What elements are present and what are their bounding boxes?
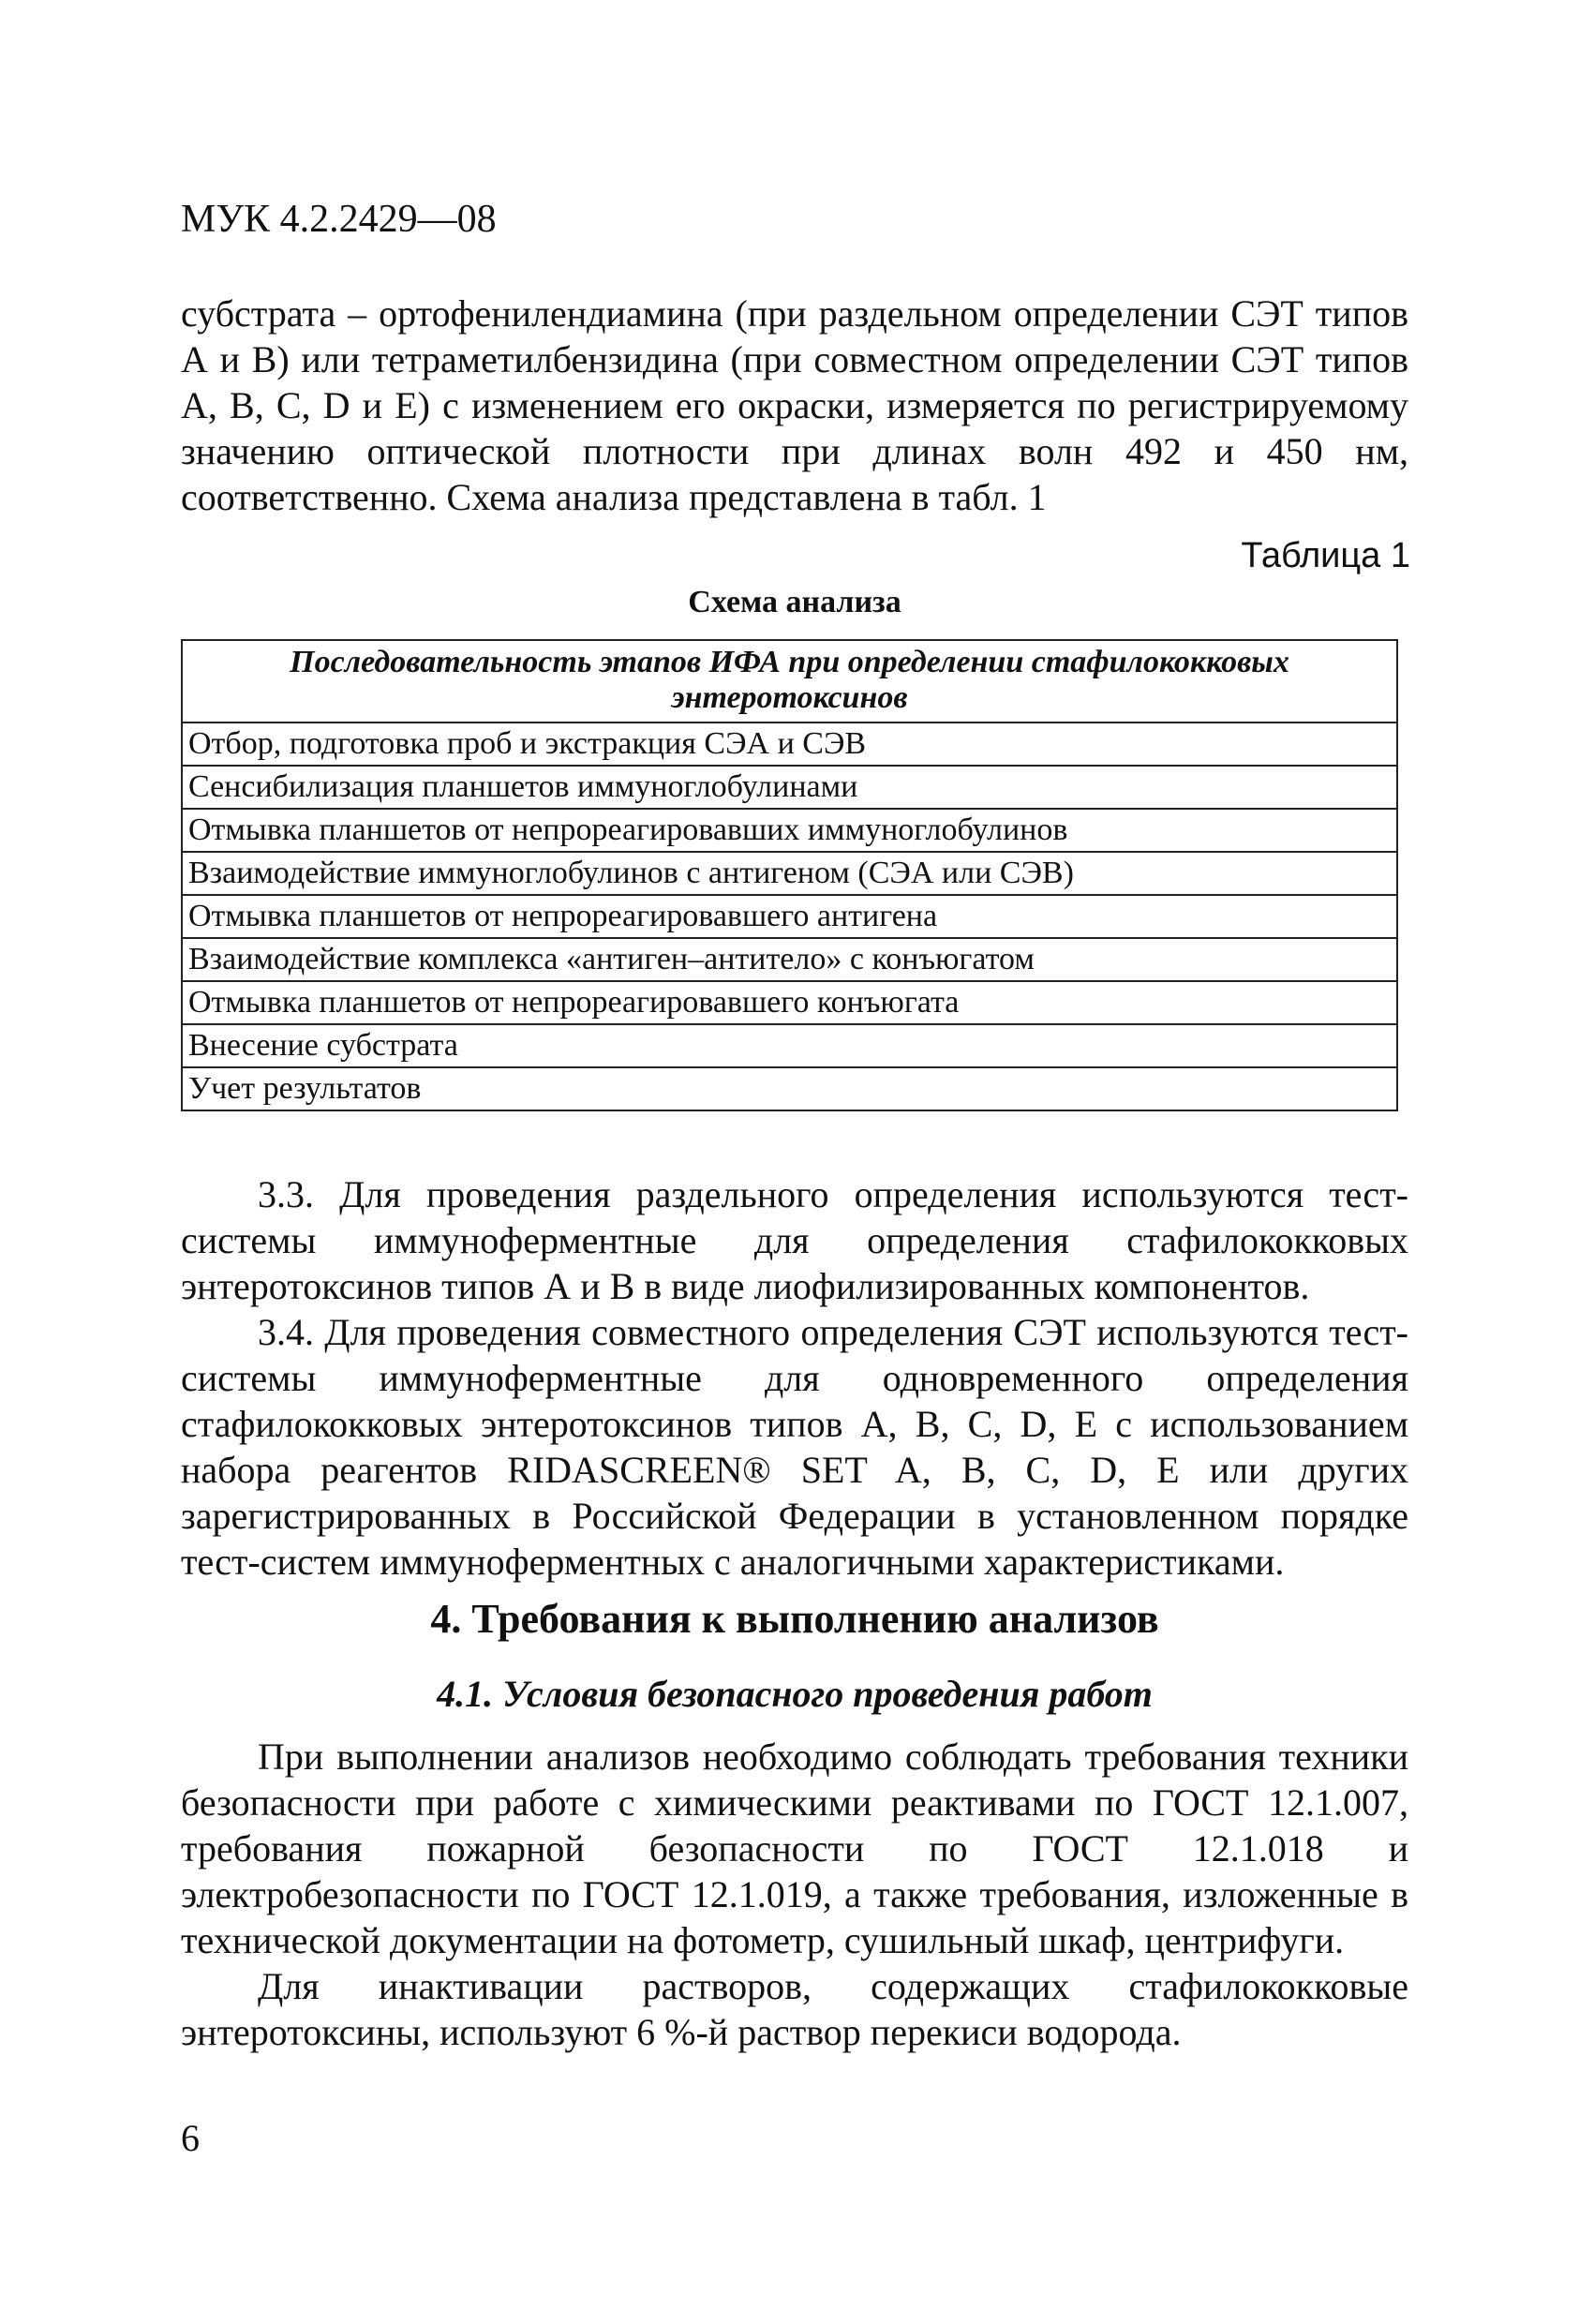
page-number: 6 <box>181 2117 200 2159</box>
table-cell: Внесение субстрата <box>182 1024 1397 1067</box>
table-row <box>182 938 1397 981</box>
subsection-heading: 4.1. Условия безопасного проведения работ <box>437 1673 1153 1715</box>
analysis-scheme-table <box>181 639 1398 1111</box>
paragraph-3-4: 3.4. Для проведения совместного определения СЭТ используются тест-системы иммуноферментные для одновременного определения стафилококковых энтеротоксинов типов А, В, С, D, Е с использованием набора реагентов RIDASCREEN® SET A, B, C, D, E или других зарегистрированных в Российской Федерации в установленном порядке тест-систем иммуноферментных с аналогичными характеристиками. <box>181 1311 1408 1583</box>
table-row <box>182 766 1397 809</box>
table-cell: Взаимодействие комплекса «антиген–антитело» с конъюгатом <box>182 938 1397 981</box>
table-cell: Отбор, подготовка проб и экстракция СЭА и СЭВ <box>182 723 1397 766</box>
table-row <box>182 981 1397 1024</box>
table-cell: Отмывка планшетов от непрореагировавших иммуноглобулинов <box>182 809 1397 852</box>
table-cell: Сенсибилизация планшетов иммуноглобулинами <box>182 766 1397 809</box>
table-cell: Отмывка планшетов от непрореагировавшего антигена <box>182 895 1397 938</box>
table-row <box>182 852 1397 895</box>
paragraph-4-1-safety: При выполнении анализов необходимо соблюдать требования техники безопасности при работе с химическими реактивами по ГОСТ 12.1.007, требования пожарной безопасности по ГОСТ 12.1.018 и электробезопасности по ГОСТ 12.1.019, а также требования, изложенные в технической документации на фотометр, сушильный шкаф, центрифуги. <box>181 1736 1408 1961</box>
table-row <box>182 723 1397 766</box>
table-row <box>182 809 1397 852</box>
table-row <box>182 1067 1397 1110</box>
table-header-cell: Последовательность этапов ИФА при определении стафилококковых энтеротоксинов <box>182 640 1397 723</box>
paragraph-3-3: 3.3. Для проведения раздельного определения используются тест-системы иммуноферментные для определения стафилококковых энтеротоксинов типов А и В в виде лиофилизированных компонентов. <box>181 1173 1408 1307</box>
table-title: Схема анализа <box>688 585 901 619</box>
table-row <box>182 1024 1397 1067</box>
table-row <box>182 895 1397 938</box>
table-cell: Взаимодействие иммуноглобулинов с антигеном (СЭА или СЭВ) <box>182 852 1397 895</box>
paragraph-4-1-inactivation: Для инактивации растворов, содержащих стафилококковые энтеротоксины, используют 6 %-й раствор перекиси водорода. <box>181 1965 1408 2053</box>
intro-paragraph: субстрата – ортофенилендиамина (при раздельном определении СЭТ типов А и В) или тетраметилбензидина (при совместном определении СЭТ типов А, В, С, D и Е) с изменением его окраски, измеряется по регистрируемому значению оптической плотности при длинах волн 492 и 450 нм, соответственно. Схема анализа представлена в табл. 1 <box>181 292 1408 518</box>
table-cell: Учет результатов <box>182 1067 1397 1110</box>
section-heading: 4. Требования к выполнению анализов <box>430 1596 1159 1642</box>
document-code: МУК 4.2.2429—08 <box>181 198 497 241</box>
table-number-label: Таблица 1 <box>1241 536 1410 575</box>
table-cell: Отмывка планшетов от непрореагировавшего конъюгата <box>182 981 1397 1024</box>
